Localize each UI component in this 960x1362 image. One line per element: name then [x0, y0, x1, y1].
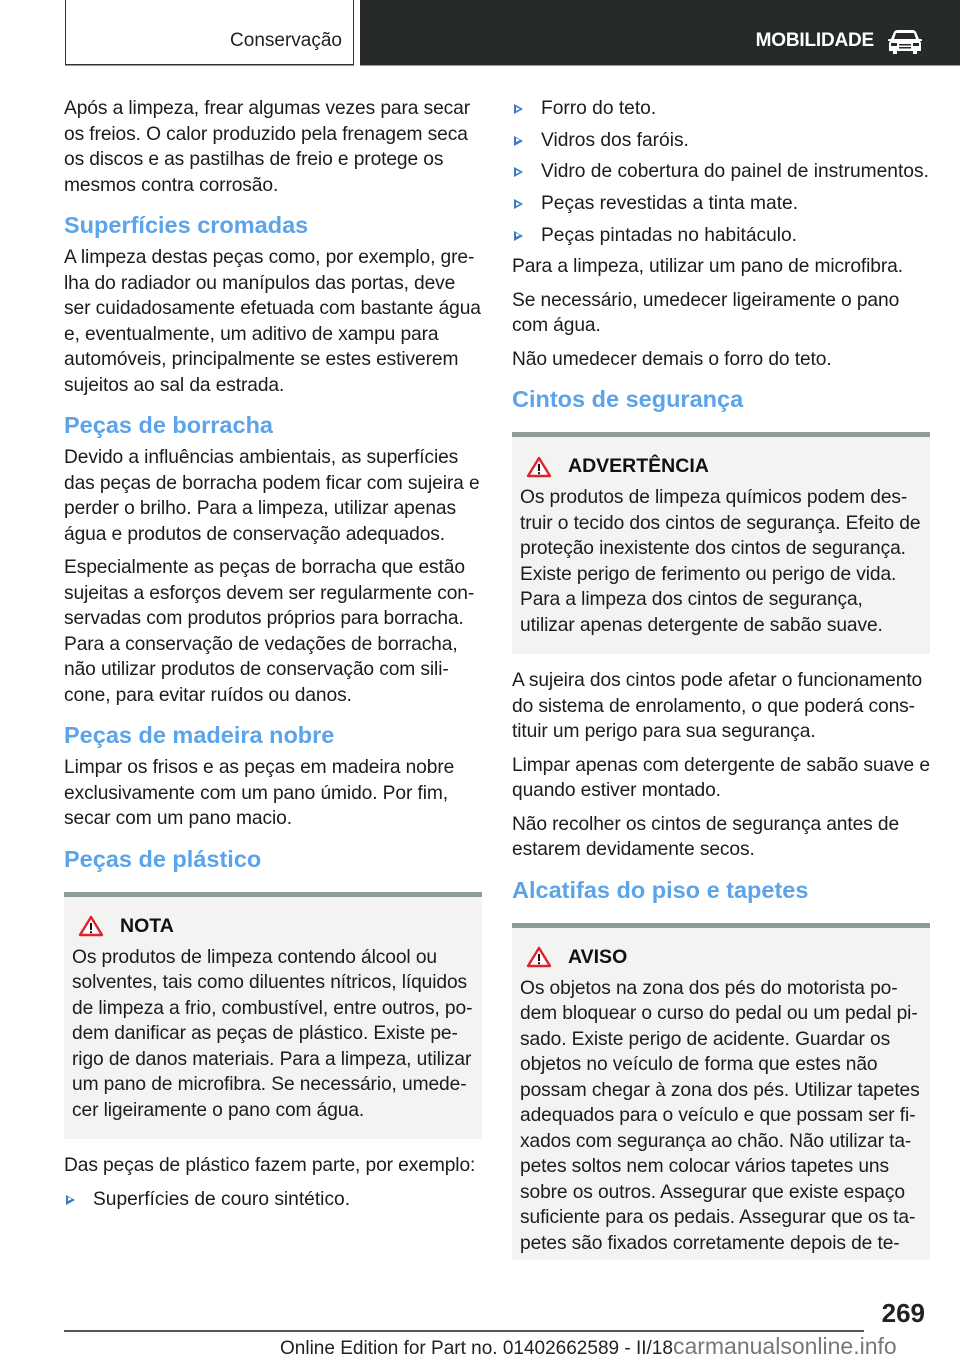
footer-edition [280, 1333, 897, 1360]
section-header [65, 0, 354, 65]
heading-rubber-parts: Peças de borracha [64, 412, 273, 438]
warning-box [512, 432, 930, 654]
right-column [512, 96, 930, 1274]
rubber-paragraph-1: Devido a influências ambientais, as superfícies das peças de borracha podem ficar com sujeira e perder o brilho. Para a limpeza, utilizar apenas água e produtos de conservação adequados. [64, 447, 480, 545]
heading-wood-parts: Peças de madeira nobre [64, 722, 335, 748]
plastic-cleaning-text: Para a limpeza, utilizar um pano de microfibra. [512, 256, 903, 278]
list-item: Vidros dos faróis. [512, 128, 930, 154]
rubber-paragraph-2: Especialmente as peças de borracha que estão sujeitas a esforços devem ser regularmente conservadas com produtos próprios para borracha. Para a conservação de vedações de borracha, não utilizar produtos de conservação com silicone, para evitar ruídos ou danos. [64, 557, 475, 706]
notice-title: NOTA [120, 914, 174, 937]
list-item: Superfícies de couro sintético. [64, 1187, 482, 1213]
plastic-moisten-text: Se necessário, umedecer ligeiramente o pano com água. [512, 289, 900, 337]
notice-box [64, 892, 482, 1140]
section-label: Conservação [230, 30, 342, 51]
plastic-parts-list [64, 1187, 482, 1213]
caution-box [512, 923, 930, 1261]
warning-text: Os produtos de limpeza químicos podem destruir o tecido dos cintos de segurança. Efeito de proteção inexistente dos cintos de segurança. Existe perigo de ferimento ou perigo de vida. Para a limpeza dos cintos de segurança, utilizar apenas detergente de sabão suave. [520, 487, 921, 636]
belts-paragraph-2: Limpar apenas com detergente de sabão suave e quando estiver montado. [512, 754, 930, 802]
warning-title: ADVERTÊNCIA [568, 455, 709, 478]
caution-text: Os objetos na zona dos pés do motorista podem bloquear o curso do pedal ou um pedal pisado. Existe perigo de acidente. Guardar os objetos no veículo de forma que estes não possam chegar à zona dos pés. Utilizar tapetes adequados para o veículo e que possam ser fixados com segurança ao chão. Não utilizar tapetes soltos nem colocar vários tapetes uns sobre os outros. Assegurar que existe espaço suficiente para os pedais. Assegurar que os tapetes são fixados corretamente depois de te- [520, 977, 920, 1254]
page-number: 269 [881, 1298, 925, 1328]
belts-paragraph-1: A sujeira dos cintos pode afetar o funcionamento do sistema de enrolamento, o que poderá constituir um perigo para sua segurança. [512, 670, 923, 743]
heading-carpets-mats: Alcatifas do piso e tapetes [512, 876, 809, 903]
wood-paragraph: Limpar os frisos e as peças em madeira nobre exclusivamente com um pano úmido. Por fim, secar com um pano macio. [64, 757, 455, 829]
left-column [64, 96, 482, 1218]
belts-paragraph-3: Não recolher os cintos de segurança antes de estarem devidamente secos. [512, 813, 900, 861]
car-front-icon [887, 29, 923, 55]
footer-divider [64, 1330, 864, 1332]
list-item: Vidro de cobertura do painel de instrumentos. [512, 159, 930, 185]
warning-triangle-icon [526, 456, 552, 478]
warning-triangle-icon [78, 915, 104, 937]
bullet-triangle-icon [66, 1195, 75, 1205]
chapter-label: MOBILIDADE [755, 30, 874, 51]
heading-seat-belts: Cintos de segurança [512, 386, 744, 413]
bullet-triangle-icon [514, 167, 523, 177]
chapter-header [360, 0, 960, 65]
list-item: Peças pintadas no habitáculo. [512, 223, 930, 249]
notice-text: Os produtos de limpeza contendo álcool ou solventes, tais como diluentes nítricos, líquidos de limpeza a frio, combustível, entre outros, podem danificar as peças de plástico. Existe perigo de danos materiais. Para a limpeza, utilizar um pano de microfibra. Se necessário, umedecer ligeiramente o pano com água. [72, 946, 473, 1121]
heading-chrome-surfaces: Superfícies cromadas [64, 212, 309, 238]
edition-text: Online Edition for Part no. 01402662589 - II/18 [280, 1338, 673, 1359]
plastic-intro: Das peças de plástico fazem parte, por exemplo: [64, 1155, 476, 1176]
plastic-parts-list-continued [512, 96, 930, 248]
list-item: Forro do teto. [512, 96, 930, 122]
warning-triangle-icon [526, 946, 552, 968]
brake-drying-paragraph: Após a limpeza, frear algumas vezes para secar os freios. O calor produzido pela frenagem seca os discos e as pastilhas de freio e protege os mesmos contra corrosão. [64, 98, 470, 196]
bullet-triangle-icon [514, 136, 523, 146]
headliner-text: Não umedecer demais o forro do teto. [512, 348, 832, 370]
bullet-triangle-icon [514, 231, 523, 241]
watermark: carmanualsonline.info [672, 1333, 897, 1359]
chrome-paragraph: A limpeza destas peças como, por exemplo, grelha do radiador ou manípulos das portas, deve ser cuidadosamente efetuada com bastante água e, eventualmente, um aditivo de xampu para automóveis, principalmente se estes estiverem sujeitos ao sal da estrada. [64, 247, 481, 396]
heading-plastic-parts: Peças de plástico [64, 845, 262, 872]
list-item: Peças revestidas a tinta mate. [512, 191, 930, 217]
bullet-triangle-icon [514, 104, 523, 114]
bullet-triangle-icon [514, 199, 523, 209]
caution-title: AVISO [568, 945, 628, 968]
